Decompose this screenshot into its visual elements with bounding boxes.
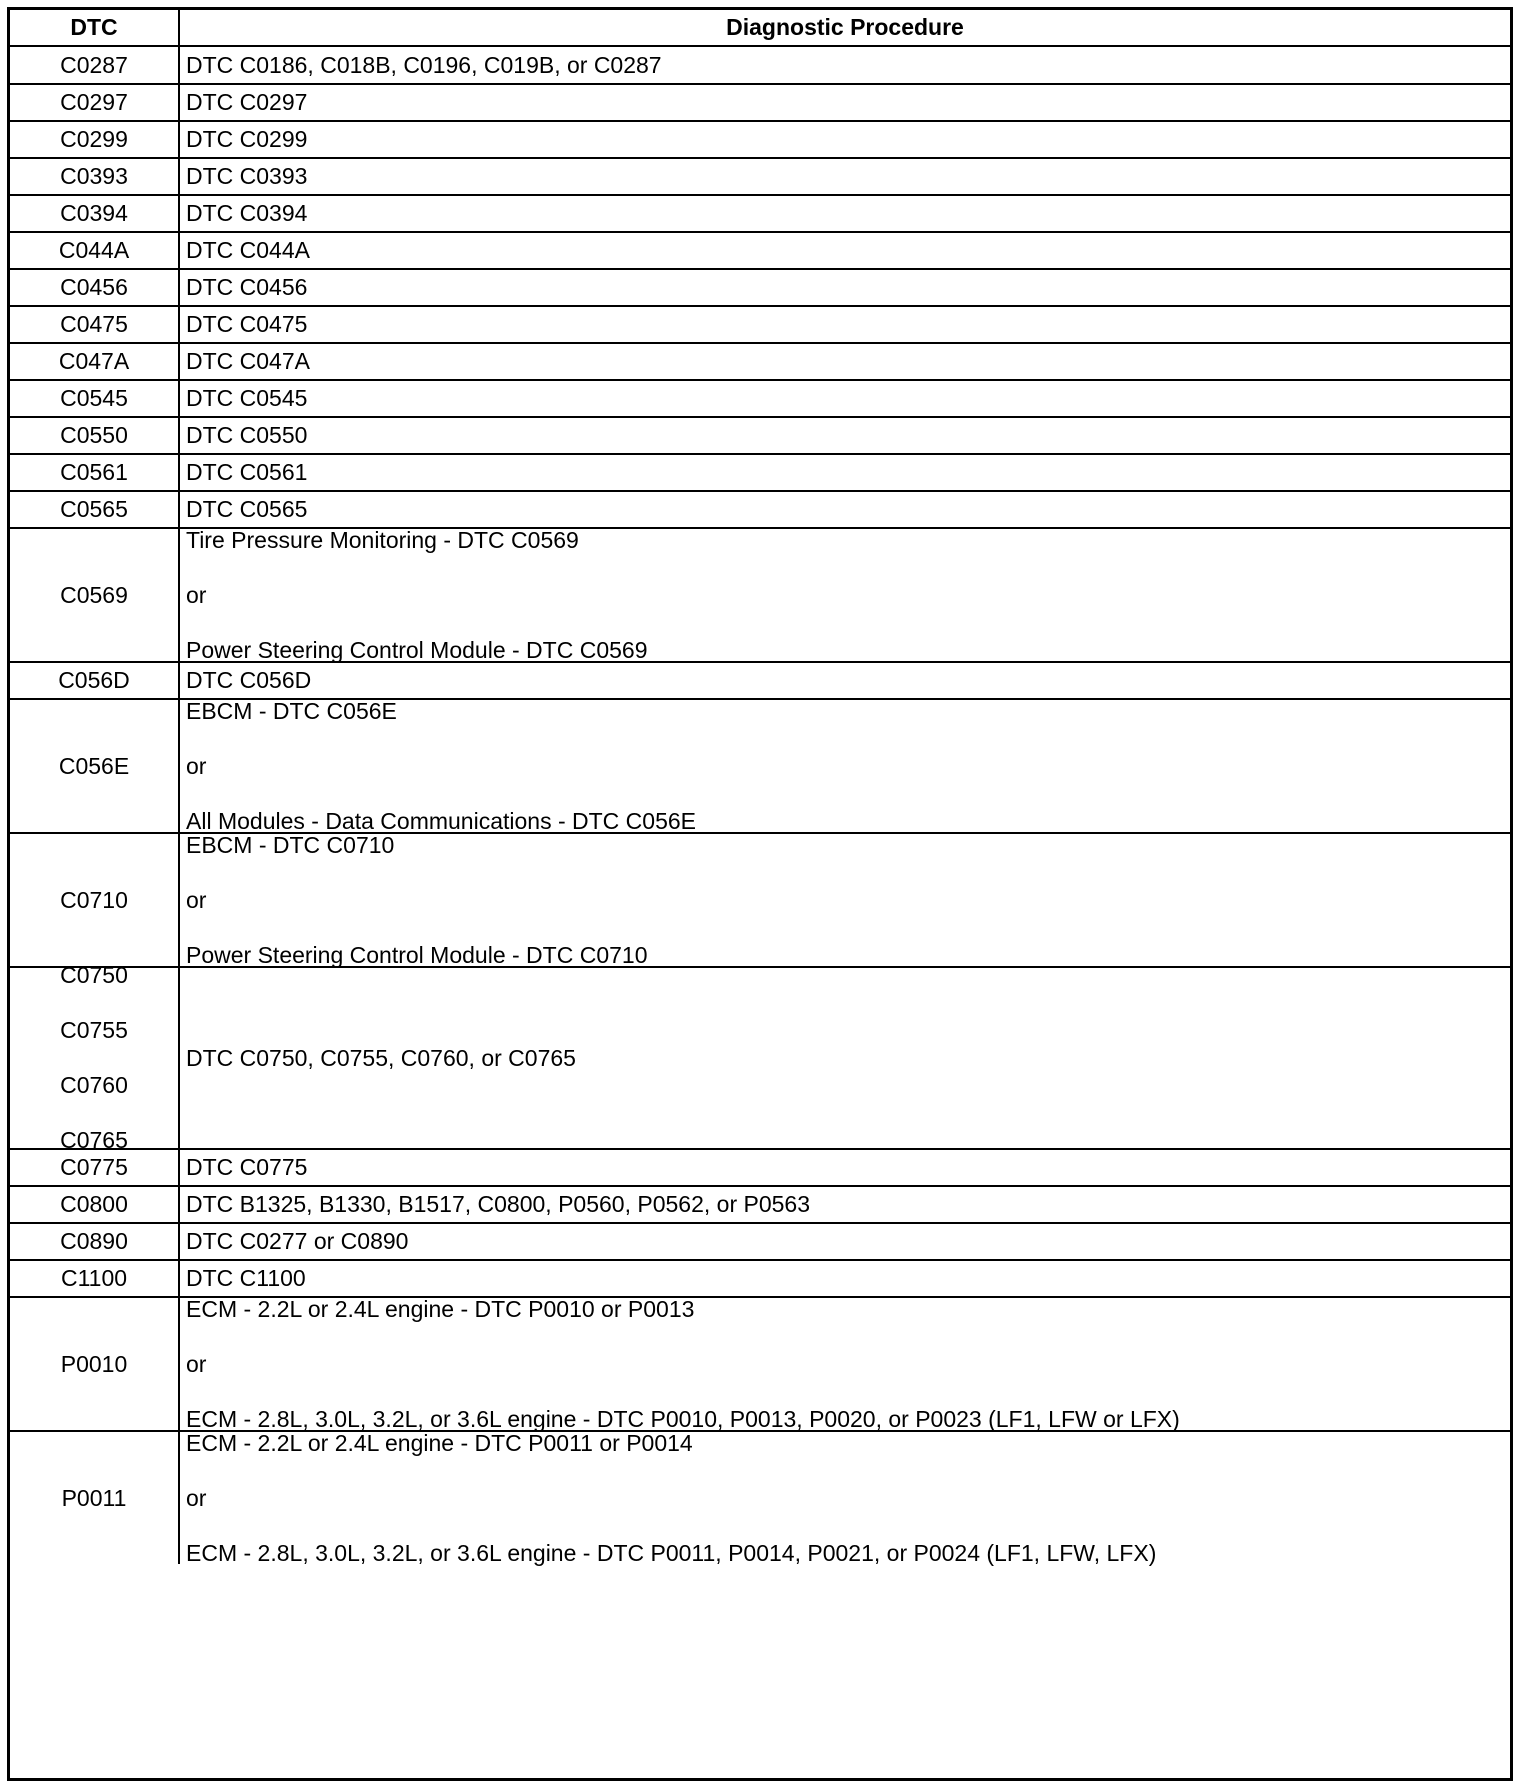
dtc-cell <box>10 85 180 120</box>
dtc-cell <box>10 529 180 661</box>
procedure-text: DTC C0475 <box>186 311 308 337</box>
dtc-code: C0750 <box>60 962 128 988</box>
table-row <box>10 46 1510 83</box>
dtc-cell <box>10 196 180 231</box>
procedure-cell <box>180 122 1510 157</box>
table-row <box>10 1222 1510 1259</box>
dtc-code: C0775 <box>60 1154 128 1180</box>
table-body <box>10 46 1510 1778</box>
procedure-text: EBCM - DTC C0710 <box>186 831 395 858</box>
procedure-text: DTC C0299 <box>186 126 308 152</box>
procedure-text: DTC C0750, C0755, C0760, or C0765 <box>186 1044 576 1071</box>
dtc-code: P0011 <box>61 1484 127 1511</box>
table-row <box>10 416 1510 453</box>
procedure-cell <box>180 233 1510 268</box>
table-row <box>10 698 1510 832</box>
dtc-cell <box>10 663 180 698</box>
procedure-text: DTC C1100 <box>186 1265 306 1291</box>
table-row <box>10 120 1510 157</box>
dtc-code: C044A <box>58 237 130 263</box>
procedure-cell <box>180 418 1510 453</box>
procedure-text: DTC C056D <box>186 667 312 693</box>
procedure-text: EBCM - DTC C056E <box>186 697 397 724</box>
procedure-cell <box>180 85 1510 120</box>
dtc-code: C0760 <box>60 1072 128 1098</box>
procedure-text: DTC C0561 <box>186 459 308 485</box>
procedure-cell <box>180 968 1510 1148</box>
dtc-cell <box>10 1224 180 1259</box>
procedure-text: or <box>186 581 207 608</box>
dtc-code: C0710 <box>60 886 128 913</box>
dtc-cell <box>10 1187 180 1222</box>
procedure-cell <box>180 47 1510 83</box>
procedure-cell <box>180 196 1510 231</box>
table-row <box>10 1148 1510 1185</box>
dtc-code: C0394 <box>60 200 128 226</box>
table-header <box>10 10 1510 46</box>
dtc-cell <box>10 270 180 305</box>
table-row <box>10 305 1510 342</box>
dtc-cell <box>10 159 180 194</box>
procedure-cell <box>180 381 1510 416</box>
dtc-code: C047A <box>58 348 130 374</box>
table-row <box>10 453 1510 490</box>
dtc-code: C0800 <box>60 1191 128 1217</box>
procedure-text: Power Steering Control Module - DTC C0710 <box>186 941 648 968</box>
procedure-text: DTC C0186, C018B, C0196, C019B, or C0287 <box>186 51 662 78</box>
procedure-cell <box>180 344 1510 379</box>
procedure-cell <box>180 1150 1510 1185</box>
table-row <box>10 83 1510 120</box>
dtc-cell <box>10 492 180 527</box>
table-row <box>10 194 1510 231</box>
table-row <box>10 832 1510 966</box>
dtc-cell <box>10 233 180 268</box>
dtc-code: C0297 <box>60 89 128 115</box>
table-row <box>10 268 1510 305</box>
table-row <box>10 1430 1510 1564</box>
dtc-code: C0755 <box>60 1017 128 1043</box>
procedure-text: or <box>186 752 207 779</box>
procedure-cell <box>180 526 1510 663</box>
procedure-text: Tire Pressure Monitoring - DTC C0569 <box>186 526 579 553</box>
dtc-code: C0393 <box>60 163 128 189</box>
procedure-cell <box>180 159 1510 194</box>
procedure-text: DTC C0550 <box>186 422 308 448</box>
dtc-code: C0287 <box>60 51 128 78</box>
dtc-code: P0010 <box>60 1350 128 1377</box>
table-row <box>10 231 1510 268</box>
procedure-cell <box>180 270 1510 305</box>
dtc-code: C056E <box>58 752 130 779</box>
procedure-text: DTC C0456 <box>186 274 308 300</box>
procedure-text: or <box>186 886 207 913</box>
dtc-table <box>7 7 1513 1781</box>
dtc-cell <box>10 834 180 966</box>
procedure-text: ECM - 2.8L, 3.0L, 3.2L, or 3.6L engine - DTC P0010, P0013, P0020, or P0023 (LF1, LFW or LFX) <box>186 1405 1180 1432</box>
procedure-text: Power Steering Control Module - DTC C0569 <box>186 636 648 663</box>
table-row <box>10 379 1510 416</box>
table-row <box>10 1296 1510 1430</box>
dtc-cell <box>10 418 180 453</box>
dtc-code: C0299 <box>60 126 128 152</box>
header-dtc: DTC <box>10 10 180 45</box>
procedure-text: DTC C0775 <box>186 1154 308 1180</box>
dtc-code: C0475 <box>60 311 128 337</box>
procedure-cell <box>180 697 1510 834</box>
dtc-cell <box>10 47 180 83</box>
dtc-code: C0545 <box>60 385 128 411</box>
dtc-cell <box>10 455 180 490</box>
dtc-cell <box>10 344 180 379</box>
table-row <box>10 157 1510 194</box>
header-procedure: Diagnostic Procedure <box>726 14 964 40</box>
procedure-text: DTC B1325, B1330, B1517, C0800, P0560, P0562, or P0563 <box>186 1191 810 1217</box>
procedure-text: DTC C0394 <box>186 200 308 226</box>
table-row <box>10 527 1510 661</box>
procedure-text: or <box>186 1484 207 1511</box>
procedure-cell <box>180 1295 1510 1432</box>
procedure-cell <box>180 1224 1510 1259</box>
procedure-cell <box>180 831 1510 968</box>
procedure-text: DTC C0545 <box>186 385 308 411</box>
procedure-text: DTC C047A <box>186 348 310 374</box>
dtc-cell <box>10 1261 180 1296</box>
dtc-cell <box>10 381 180 416</box>
dtc-code: C1100 <box>60 1265 128 1291</box>
procedure-cell <box>180 455 1510 490</box>
procedure-text: DTC C0565 <box>186 496 308 522</box>
procedure-cell <box>180 1187 1510 1222</box>
dtc-cell <box>10 1432 180 1564</box>
dtc-cell <box>10 1150 180 1185</box>
dtc-cell <box>10 1298 180 1430</box>
dtc-code: C0765 <box>60 1127 128 1153</box>
dtc-code: C0890 <box>60 1228 128 1254</box>
dtc-cell <box>10 962 180 1153</box>
procedure-text: DTC C044A <box>186 237 310 263</box>
procedure-text: DTC C0393 <box>186 163 308 189</box>
dtc-code: C0550 <box>60 422 128 448</box>
procedure-text: DTC C0277 or C0890 <box>186 1228 409 1254</box>
procedure-text: ECM - 2.8L, 3.0L, 3.2L, or 3.6L engine - DTC P0011, P0014, P0021, or P0024 (LF1, LFW, LFX) <box>186 1539 1157 1566</box>
dtc-cell <box>10 700 180 832</box>
dtc-code: C056D <box>58 667 130 693</box>
dtc-cell <box>10 307 180 342</box>
procedure-text: ECM - 2.2L or 2.4L engine - DTC P0011 or P0014 <box>186 1429 693 1456</box>
procedure-text: All Modules - Data Communications - DTC C056E <box>186 807 697 834</box>
dtc-code: C0565 <box>60 496 128 522</box>
dtc-code: C0569 <box>60 581 128 608</box>
dtc-code: C0456 <box>60 274 128 300</box>
dtc-code: C0561 <box>60 459 128 485</box>
procedure-cell <box>180 1429 1510 1566</box>
procedure-text: or <box>186 1350 207 1377</box>
procedure-cell <box>180 307 1510 342</box>
dtc-cell <box>10 122 180 157</box>
table-row <box>10 962 1510 1153</box>
procedure-text: ECM - 2.2L or 2.4L engine - DTC P0010 or P0013 <box>186 1295 695 1322</box>
table-row <box>10 1185 1510 1222</box>
table-row <box>10 342 1510 379</box>
procedure-text: DTC C0297 <box>186 89 308 115</box>
